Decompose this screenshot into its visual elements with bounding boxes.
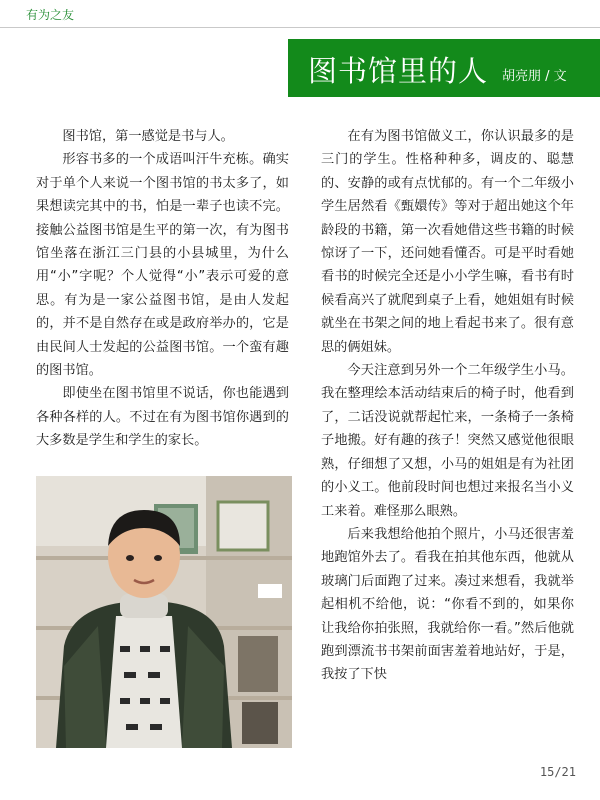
- page-header: [0, 0, 600, 28]
- page-number: 15/21: [539, 765, 576, 779]
- paragraph: 图书馆，第一感觉是书与人。: [62, 129, 234, 144]
- paragraph: 在有为图书馆做义工，你认识最多的是三门的学生。性格种种多，调皮的、聪慧的、安静的或有点忧郁的。有一个二年级小学生居然看《甄嬛传》等对于超出她这个年龄段的书籍，第一次看她借这些书籍的时候惊讶了一下，还问她看懂否。可是平时看她看书的时候完全还是小小学生嘛，看书有时候看高兴了就爬到桌子上看，她姐姐有时候就坐在书架之间的地上看起书来了。很有意思的俩姐妹。: [321, 129, 574, 355]
- boy-photo: [36, 476, 292, 748]
- paragraph: 形容书多的一个成语叫汗牛充栋。确实对于单个人来说一个图书馆的书太多了，如果想读完其中的书，怕是一辈子也读不完。接触公益图书馆是生平的第一次，有为图书馆坐落在浙江三门县的小县城里，为什么用“小”字呢？个人觉得“小”表示可爱的意思。有为是一家公益图书馆，是由人发起的，并不是自然存在或是政府举办的，它是由民间人士发起的公益图书馆。一个蛮有趣的图书馆。: [36, 152, 289, 379]
- title-banner: [288, 39, 600, 97]
- paragraph: 今天注意到另外一个二年级学生小马。我在整理绘本活动结束后的椅子时，他看到了，二话没说就帮起忙来，一条椅子一条椅子地搬。好有趣的孩子！突然又感觉他很眼熟，仔细想了又想，小马的姐姐是有为社团的小义工。他前段时间也想过来报名当小义工来着。难怪那么眼熟。: [321, 363, 574, 519]
- article-author: 胡亮朋 / 文: [502, 69, 567, 84]
- header-divider: [0, 27, 600, 28]
- right-column: [321, 125, 574, 687]
- left-column: [36, 125, 289, 453]
- paragraph: 后来我想给他拍个照片，小马还很害羞地跑馆外去了。看我在拍其他东西，他就从玻璃门后面跑了过来。凑过来想看，我就举起相机不给他，说：“你看不到的，如果你让我给你拍张照，我就给你一看。”然后他就跑到漂流书书架前面害羞着地站好，于是，我按了下快: [321, 526, 574, 683]
- magazine-name: 有为之友: [26, 8, 75, 22]
- paragraph: 即使坐在图书馆里不说话，你也能遇到各种各样的人。不过在有为图书馆你遇到的大多数是学生和学生的家长。: [36, 386, 289, 449]
- article-title: 图书馆里的人: [308, 54, 489, 88]
